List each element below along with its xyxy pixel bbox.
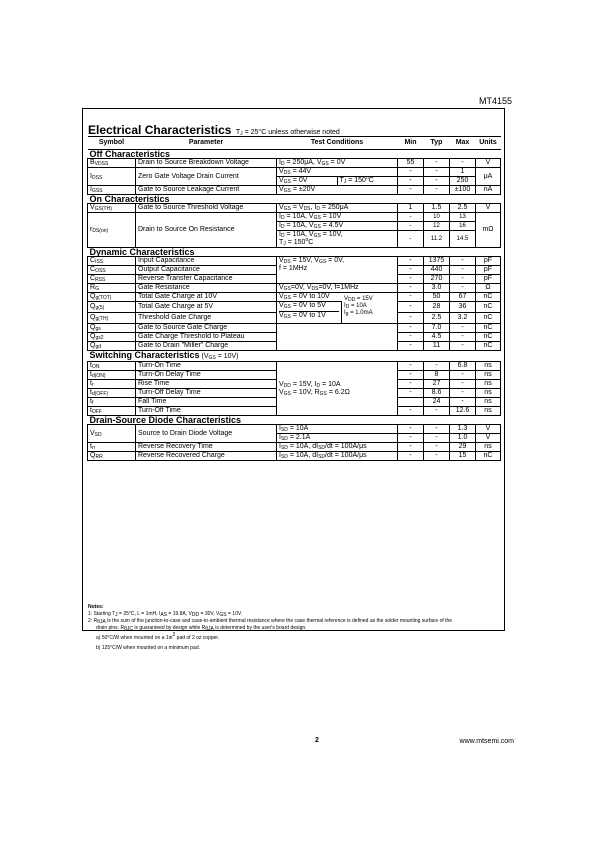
table-row: $R_G$ Gate Resistance $V_{GS}=0V$, $V_{DS}=0V$, f=1MHz - 3.0 - Ω: [88, 284, 501, 293]
section-diode: Drain-Source Diode Characteristics: [89, 415, 242, 425]
table-row: $V_{GS(TH)}$ Gate to Source Threshold Voltage $V_{GS} = V_{DS}$, $I_D = 250\mu A$ 1 1.5 2.5 V: [88, 204, 501, 213]
title-condition: $T_J = 25^\circ C$ unless otherwise noted: [235, 129, 340, 137]
section-on: On Characteristics: [89, 194, 170, 204]
table-row: $C_{RSS}$ Reverse Transfer Capacitance - 270 - pF: [88, 275, 501, 284]
note-1: 1: Starting $T_J = 25^\circ C$, L = 1mH, $I_{AS} = 19.8A$, $V_{DD} = 30V$, $V_{GS} = 10V$.: [88, 611, 243, 618]
table-row: $t_{d(OFF)}$ Turn-Off Delay Time - 8.6 - ns: [88, 389, 501, 398]
table-row: $Q_{RR}$ Reverse Recovered Charge $I_{SD} = 10A$, $dI_{SD}/dt = 100A/\mu s$ - - 15 nC: [88, 452, 501, 461]
note-2b: b) 125°C/W when mounted on a minimum pad.: [96, 645, 200, 651]
col-test-conditions: Test Conditions: [277, 137, 398, 150]
table-row: $r_{DS(on)}$ Drain to Source On Resistance $I_D = 10A$, $V_{GS} = 10V$ - 10 13 mΩ: [88, 213, 501, 222]
notes: [88, 604, 498, 652]
col-min: Min: [398, 137, 424, 150]
table-row: $C_{ISS}$ Input Capacitance $V_{DS} = 15V$, $V_{GS} = 0V$, f = 1MHz - 1375 - pF: [88, 257, 501, 266]
note-2-cont: drain pins. $R_{\theta JC}$ is guaranteed by design while $R_{\theta JA}$ is determined by the user's board design.: [96, 625, 307, 632]
table-row: $V_{GS} = 0V$ $T_J = 150^oC$ - - 250: [88, 177, 501, 186]
electrical-characteristics-table: [87, 136, 501, 461]
col-units: Units: [476, 137, 501, 150]
note-2: 2: $R_{\theta JA}$ is the sum of the junction-to-case and case-to-ambient thermal resistance where the case thermal reference is defined as the solder mounting surface of the: [88, 618, 453, 625]
table-row: $t_{OFF}$ Turn-Off Time - - 12.6 ns: [88, 407, 501, 416]
col-symbol: Symbol: [88, 137, 136, 150]
table-row: $B_{VDSS}$ Drain to Source Breakdown Voltage $I_D = 250\mu A$, $V_{GS} = 0V$ 55 - - V: [88, 159, 501, 168]
section-off: Off Characteristics: [89, 149, 171, 159]
table-row: $I_{SD} = 2.1A$ - - 1.0 V: [88, 434, 501, 443]
note-2a: a) 50°C/W when mounted on a $1in^2$ pad of 2 oz copper.: [96, 632, 220, 641]
table-row: $t_{d(ON)}$ Turn-On Delay Time - 8 - ns: [88, 371, 501, 380]
table-row: $Q_{g(TOT)}$ Total Gate Charge at 10V $V_{GS} = 0V$ to 10V - 50 67 nC: [88, 293, 501, 302]
col-parameter: Parameter: [136, 137, 277, 150]
notes-heading: Notes:: [88, 604, 104, 610]
table-row: $t_r$ Rise Time - 27 - ns: [88, 380, 501, 389]
footer-url[interactable]: www.mtsemi.com: [459, 738, 514, 745]
table-row: $I_{GSS}$ Gate to Source Leakage Current $V_{GS} = \pm 20V$ - - ±100 nA: [88, 186, 501, 195]
table-row: $Q_{gs}$ Gate to Source Gate Charge - 7.0 - nC: [88, 324, 501, 333]
table-row: $V_{SD}$ Source to Drain Diode Voltage $I_{SD} = 10A$ - - 1.3 V: [88, 425, 501, 434]
table-row: $Q_{gd}$ Gate to Drain "Miller" Charge - 11 - nC: [88, 342, 501, 351]
table-row: $I_D = 10A$, $V_{GS} = 10V$, $T_J = 150^oC$ - 11.2 14.5: [88, 231, 501, 248]
title-main: Electrical Characteristics: [88, 123, 232, 137]
table-row: $t_f$ Fall Time 24 - ns: [88, 398, 501, 407]
table-row: $I_{DSS}$ Zero Gate Voltage Drain Current $V_{DS} = 44V$ - - 1 μA: [88, 168, 501, 177]
col-max: Max: [450, 137, 476, 150]
table-row: $Q_{g(5)}$ Total Gate Charge at 5V $V_{GS} = 0V$ to 5V $V_{GS} = 0V$ to 1V $V_{DD} = 15V$ $I_D = 10A$ $I_g = 1.0mA$ - 28 36 nC: [88, 302, 501, 313]
part-number: MT4155: [478, 96, 512, 106]
table-row: $Q_{gs2}$ Gate Charge Threshold to Plateau - 4.5 - nC: [88, 333, 501, 342]
col-typ: Typ: [424, 137, 450, 150]
table-row: $C_{OSS}$ Output Capacitance - 440 - pF: [88, 266, 501, 275]
section-dynamic: Dynamic Characteristics: [89, 247, 195, 257]
table-header-row: [88, 137, 501, 150]
table-row: $t_{ON}$ Turn-On Time $V_{DD} = 15V$, $I_D = 10A$ $V_{GS} = 10V$, $R_{GS} = 6.2\Omega$ - - 6.8 ns: [88, 362, 501, 371]
page-number: 2: [315, 737, 319, 744]
table-row: $Q_{g(TH)}$ Threshold Gate Charge - 2.5 3.2 nC: [88, 313, 501, 324]
table-row: $I_D = 10A$, $V_{GS} = 4.5V$ - 12 16: [88, 222, 501, 231]
section-switching: Switching Characteristics $(V_{GS} = 10V)$: [89, 350, 239, 361]
table-row: $t_{rr}$ Reverse Recovery Time $I_{SD} = 10A$, $dI_{SD}/dt = 100A/\mu s$ - - 29 ns: [88, 443, 501, 452]
